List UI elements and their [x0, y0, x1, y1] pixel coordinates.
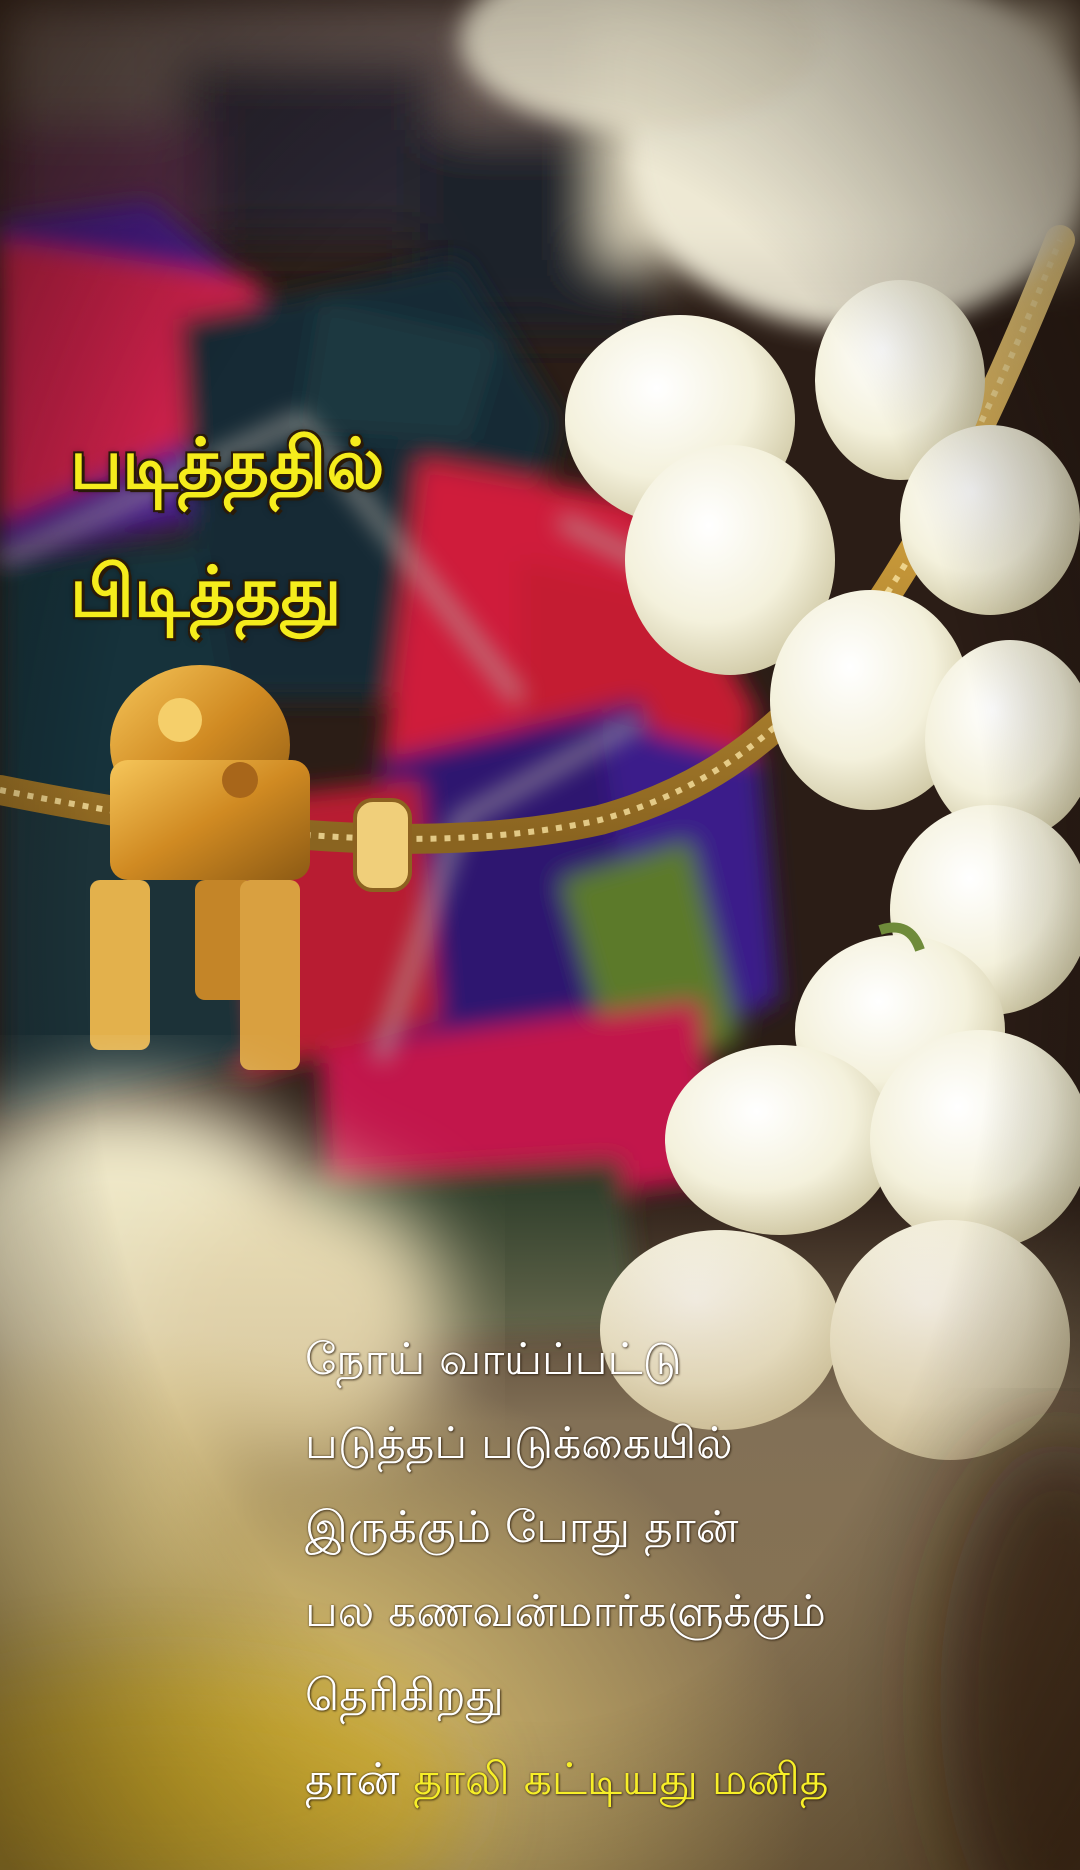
poem-line-4: பல கணவன்மார்களுக்கும் [305, 1586, 826, 1637]
poem-line-1: நோய் வாய்ப்பட்டு [305, 1334, 682, 1385]
poem-line-6-highlight: தாலி கட்டியது மனித [413, 1754, 829, 1805]
title-line-2: பிடித்தது [70, 551, 342, 633]
poem-line-6 [305, 1738, 1065, 1822]
poem-line-6-start: தான் [305, 1754, 400, 1805]
poem-text-block [305, 1318, 1065, 1822]
poem-line-3: இருக்கும் போது தான் [305, 1502, 739, 1553]
title-heading [70, 400, 384, 656]
poem-line-5: தெரிகிறது [305, 1670, 504, 1721]
title-line-1: படித்ததில் [70, 423, 385, 505]
poem-line-2: படுத்தப் படுக்கையில் [305, 1418, 733, 1469]
